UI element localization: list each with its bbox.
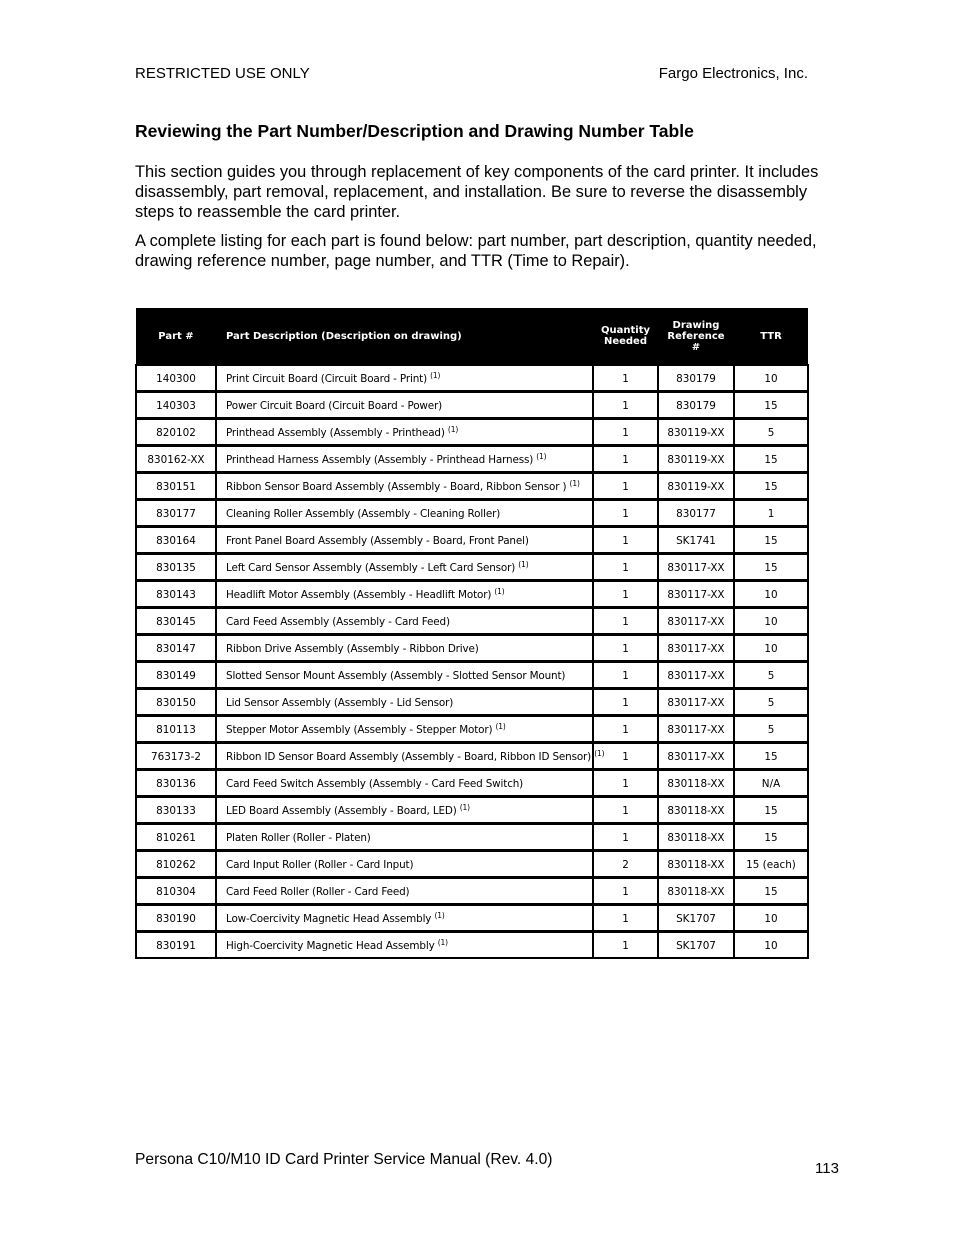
- ttr-cell: 15: [734, 527, 808, 554]
- section-title: Reviewing the Part Number/Description and Drawing Number Table: [135, 121, 694, 141]
- ttr-cell: 5: [734, 419, 808, 446]
- quantity-cell: 1: [593, 716, 658, 743]
- footnote-marker: (1): [569, 478, 580, 488]
- footer-manual-title: Persona C10/M10 ID Card Printer Service Manual (Rev. 4.0): [135, 1151, 553, 1168]
- description-cell: [216, 905, 593, 932]
- description-text: Printhead Harness Assembly (Assembly - Printhead Harness): [226, 453, 534, 466]
- part-number-cell: 830135: [136, 554, 216, 581]
- col-header-part-number: Part #: [136, 308, 216, 365]
- part-number-cell: 820102: [136, 419, 216, 446]
- part-number-cell: 810262: [136, 851, 216, 878]
- ttr-cell: 15: [734, 554, 808, 581]
- description-text: Lid Sensor Assembly (Assembly - Lid Sensor): [226, 696, 454, 709]
- description-text: Ribbon Drive Assembly (Assembly - Ribbon Drive): [226, 642, 479, 655]
- description-cell: [216, 419, 593, 446]
- drawing-ref-cell: SK1707: [658, 932, 734, 959]
- description-cell: [216, 716, 593, 743]
- quantity-cell: 1: [593, 446, 658, 473]
- description-text: Card Feed Switch Assembly (Assembly - Card Feed Switch): [226, 777, 524, 790]
- quantity-cell: 1: [593, 527, 658, 554]
- drawing-ref-cell: SK1707: [658, 905, 734, 932]
- ttr-cell: 15: [734, 824, 808, 851]
- drawing-ref-cell: 830179: [658, 365, 734, 392]
- table-header-row: [136, 308, 808, 365]
- table-row: [136, 770, 808, 797]
- description-text: LED Board Assembly (Assembly - Board, LED): [226, 804, 457, 817]
- drawing-ref-cell: 830118-XX: [658, 824, 734, 851]
- table-row: [136, 392, 808, 419]
- table-row: [136, 500, 808, 527]
- part-number-cell: 140303: [136, 392, 216, 419]
- description-text: Slotted Sensor Mount Assembly (Assembly - Slotted Sensor Mount): [226, 669, 566, 682]
- col-header-drawing-ref: Drawing Reference #: [658, 308, 734, 365]
- description-text: Card Input Roller (Roller - Card Input): [226, 858, 414, 871]
- description-cell: [216, 554, 593, 581]
- quantity-cell: 1: [593, 878, 658, 905]
- description-cell: [216, 635, 593, 662]
- table-row: [136, 662, 808, 689]
- part-number-cell: 810261: [136, 824, 216, 851]
- drawing-ref-cell: 830118-XX: [658, 851, 734, 878]
- part-number-cell: 830136: [136, 770, 216, 797]
- description-cell: [216, 581, 593, 608]
- drawing-ref-cell: 830179: [658, 392, 734, 419]
- footnote-marker: (1): [518, 559, 529, 569]
- part-number-cell: 830147: [136, 635, 216, 662]
- header-left: RESTRICTED USE ONLY: [135, 65, 310, 82]
- description-text: Power Circuit Board (Circuit Board - Power): [226, 399, 443, 412]
- description-text: Ribbon Sensor Board Assembly (Assembly - Board, Ribbon Sensor ): [226, 480, 567, 493]
- description-cell: [216, 392, 593, 419]
- table-row: [136, 365, 808, 392]
- description-cell: [216, 365, 593, 392]
- quantity-cell: 1: [593, 689, 658, 716]
- quantity-cell: 1: [593, 581, 658, 608]
- table-row: [136, 797, 808, 824]
- table-row: [136, 932, 808, 959]
- parts-table-container: [135, 308, 807, 959]
- part-number-cell: 830177: [136, 500, 216, 527]
- ttr-cell: 10: [734, 581, 808, 608]
- ttr-cell: 15: [734, 392, 808, 419]
- drawing-ref-cell: 830118-XX: [658, 878, 734, 905]
- footnote-marker: (1): [536, 451, 547, 461]
- part-number-cell: 830143: [136, 581, 216, 608]
- drawing-ref-cell: 830177: [658, 500, 734, 527]
- footnote-marker: (1): [430, 370, 441, 380]
- ttr-cell: 10: [734, 608, 808, 635]
- description-cell: [216, 689, 593, 716]
- quantity-cell: 1: [593, 392, 658, 419]
- part-number-cell: 830164: [136, 527, 216, 554]
- description-cell: [216, 500, 593, 527]
- ttr-cell: 15: [734, 797, 808, 824]
- quantity-cell: 1: [593, 419, 658, 446]
- description-text: Low-Coercivity Magnetic Head Assembly: [226, 912, 432, 925]
- description-text: Printhead Assembly (Assembly - Printhead): [226, 426, 445, 439]
- description-text: Left Card Sensor Assembly (Assembly - Left Card Sensor): [226, 561, 516, 574]
- description-cell: [216, 824, 593, 851]
- drawing-ref-cell: 830117-XX: [658, 743, 734, 770]
- table-row: [136, 446, 808, 473]
- drawing-ref-cell: 830117-XX: [658, 689, 734, 716]
- footnote-marker: (1): [447, 424, 459, 434]
- description-text: Headlift Motor Assembly (Assembly - Headlift Motor): [226, 588, 492, 601]
- quantity-cell: 1: [593, 500, 658, 527]
- quantity-cell: 1: [593, 635, 658, 662]
- table-row: [136, 851, 808, 878]
- ttr-cell: 10: [734, 365, 808, 392]
- part-number-cell: 810304: [136, 878, 216, 905]
- quantity-cell: 1: [593, 932, 658, 959]
- drawing-ref-cell: 830119-XX: [658, 419, 734, 446]
- drawing-ref-cell: 830117-XX: [658, 716, 734, 743]
- description-text: Front Panel Board Assembly (Assembly - Board, Front Panel): [226, 534, 529, 547]
- table-row: [136, 419, 808, 446]
- col-header-ttr: TTR: [734, 308, 808, 365]
- quantity-cell: 1: [593, 473, 658, 500]
- description-text: High-Coercivity Magnetic Head Assembly: [226, 939, 435, 952]
- part-number-cell: 830150: [136, 689, 216, 716]
- table-row: [136, 905, 808, 932]
- quantity-cell: 1: [593, 743, 658, 770]
- drawing-ref-cell: 830118-XX: [658, 797, 734, 824]
- table-row: [136, 878, 808, 905]
- header-right: Fargo Electronics, Inc.: [658, 65, 808, 82]
- table-row: [136, 527, 808, 554]
- quantity-cell: 1: [593, 797, 658, 824]
- intro-paragraph: This section guides you through replacement of key components of the card printer. It includes disassembly, part removal, replacement, and installation. Be sure to reverse the disassembly steps to reassemble the card printer.: [135, 163, 819, 221]
- ttr-cell: N/A: [734, 770, 808, 797]
- description-cell: [216, 878, 593, 905]
- table-row: [136, 473, 808, 500]
- footnote-marker: (1): [437, 937, 448, 947]
- ttr-cell: 10: [734, 905, 808, 932]
- part-number-cell: 830190: [136, 905, 216, 932]
- description-text: Card Feed Roller (Roller - Card Feed): [226, 885, 410, 898]
- part-number-cell: 830162-XX: [136, 446, 216, 473]
- description-text: Stepper Motor Assembly (Assembly - Stepper Motor): [226, 723, 493, 736]
- quantity-cell: 1: [593, 554, 658, 581]
- quantity-cell: 1: [593, 770, 658, 797]
- drawing-ref-cell: 830117-XX: [658, 608, 734, 635]
- description-cell: [216, 608, 593, 635]
- drawing-ref-cell: 830117-XX: [658, 581, 734, 608]
- page-number: 113: [815, 1160, 839, 1177]
- table-row: [136, 554, 808, 581]
- description-text: Card Feed Assembly (Assembly - Card Feed): [226, 615, 450, 628]
- description-cell: [216, 527, 593, 554]
- drawing-ref-cell: 830117-XX: [658, 554, 734, 581]
- part-number-cell: 830149: [136, 662, 216, 689]
- quantity-cell: 1: [593, 608, 658, 635]
- description-cell: [216, 743, 605, 770]
- table-row: [136, 743, 808, 770]
- quantity-cell: 2: [593, 851, 658, 878]
- drawing-ref-cell: SK1741: [658, 527, 734, 554]
- parts-table: [135, 308, 809, 959]
- description-cell: [216, 662, 593, 689]
- description-cell: [216, 446, 593, 473]
- part-number-cell: 810113: [136, 716, 216, 743]
- ttr-cell: 10: [734, 932, 808, 959]
- description-text: Print Circuit Board (Circuit Board - Print): [226, 372, 427, 385]
- footnote-marker: (1): [459, 802, 470, 812]
- description-text: Ribbon ID Sensor Board Assembly (Assembly - Board, Ribbon ID Sensor): [226, 750, 592, 763]
- description-cell: [216, 932, 593, 959]
- part-number-cell: 830145: [136, 608, 216, 635]
- ttr-cell: 15 (each): [734, 851, 808, 878]
- ttr-cell: 5: [734, 689, 808, 716]
- ttr-cell: 15: [734, 878, 808, 905]
- table-row: [136, 635, 808, 662]
- ttr-cell: 15: [734, 473, 808, 500]
- ttr-cell: 1: [734, 500, 808, 527]
- ttr-cell: 15: [734, 743, 808, 770]
- drawing-ref-cell: 830118-XX: [658, 770, 734, 797]
- description-cell: [216, 770, 593, 797]
- drawing-ref-cell: 830117-XX: [658, 635, 734, 662]
- ttr-cell: 15: [734, 446, 808, 473]
- part-number-cell: 763173-2: [136, 743, 216, 770]
- description-text: Platen Roller (Roller - Platen): [226, 831, 371, 844]
- table-row: [136, 716, 808, 743]
- col-header-description: Part Description (Description on drawing): [216, 308, 593, 365]
- description-cell: [216, 797, 593, 824]
- quantity-cell: 1: [593, 662, 658, 689]
- table-row: [136, 581, 808, 608]
- quantity-cell: 1: [593, 905, 658, 932]
- footnote-marker: (1): [495, 721, 506, 731]
- listing-paragraph: A complete listing for each part is found below: part number, part description, quantity needed, drawing reference number, page number, and TTR (Time to Repair).: [135, 232, 817, 270]
- footnote-marker: (1): [434, 910, 445, 920]
- footnote-marker: (1): [494, 586, 505, 596]
- drawing-ref-cell: 830119-XX: [658, 446, 734, 473]
- part-number-cell: 830151: [136, 473, 216, 500]
- table-row: [136, 824, 808, 851]
- drawing-ref-cell: 830117-XX: [658, 662, 734, 689]
- ttr-cell: 5: [734, 716, 808, 743]
- table-row: [136, 689, 808, 716]
- part-number-cell: 140300: [136, 365, 216, 392]
- ttr-cell: 5: [734, 662, 808, 689]
- description-cell: [216, 851, 593, 878]
- parts-table-body: [136, 365, 808, 958]
- ttr-cell: 10: [734, 635, 808, 662]
- footnote-marker: (1): [594, 748, 605, 758]
- description-cell: [216, 473, 593, 500]
- part-number-cell: 830133: [136, 797, 216, 824]
- drawing-ref-cell: 830119-XX: [658, 473, 734, 500]
- col-header-quantity: Quantity Needed: [593, 308, 658, 365]
- quantity-cell: 1: [593, 365, 658, 392]
- quantity-cell: 1: [593, 824, 658, 851]
- part-number-cell: 830191: [136, 932, 216, 959]
- description-text: Cleaning Roller Assembly (Assembly - Cleaning Roller): [226, 507, 501, 520]
- table-row: [136, 608, 808, 635]
